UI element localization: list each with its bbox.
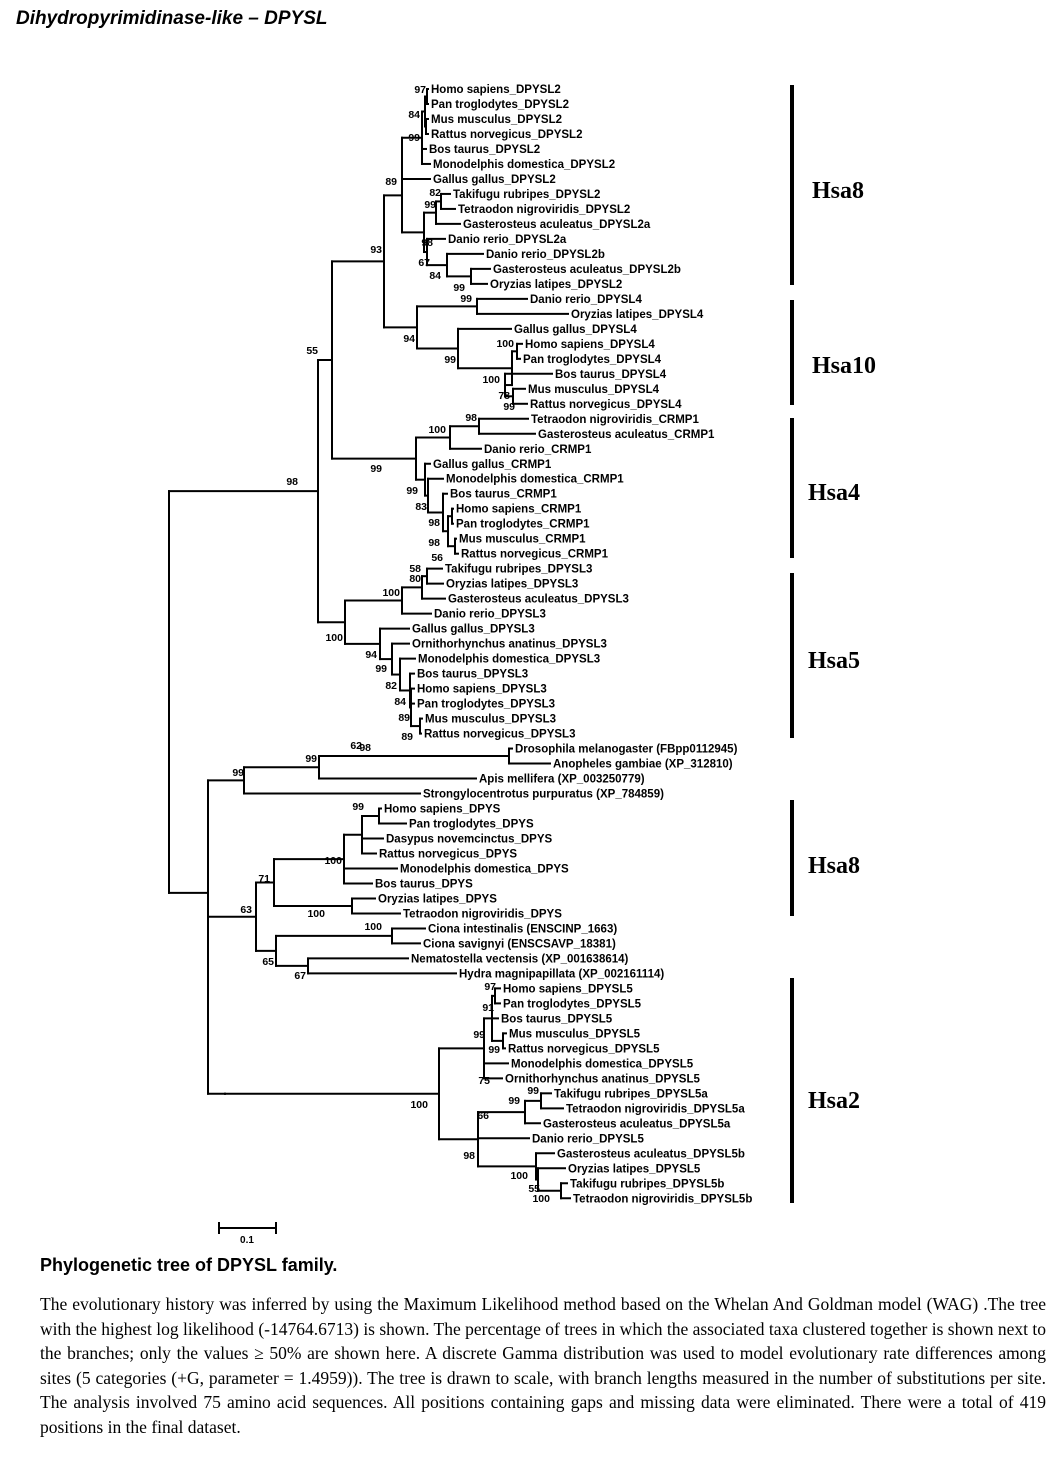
clade-label: Hsa2 <box>808 1088 861 1114</box>
taxon-label: Danio rerio_DPYSL5 <box>532 1133 644 1146</box>
taxon-label: Pan troglodytes_DPYSL4 <box>523 353 662 366</box>
clade-label: Hsa5 <box>808 648 861 674</box>
bootstrap-value: 100 <box>324 855 342 867</box>
bootstrap-value: 100 <box>428 424 446 436</box>
bootstrap-value: 71 <box>258 873 270 885</box>
taxon-label: Homo sapiens_DPYS <box>384 803 501 816</box>
taxon-label: Rattus norvegicus_DPYS <box>379 848 518 861</box>
taxon-label: Gasterosteus aculeatus_DPYSL3 <box>448 593 629 606</box>
taxon-label: Takifugu rubripes_DPYSL5b <box>570 1178 725 1191</box>
bootstrap-value: 99 <box>508 1095 520 1107</box>
taxon-label: Danio rerio_DPYSL4 <box>530 293 642 306</box>
bootstrap-value: 84 <box>429 270 441 282</box>
taxon-label: Drosophila melanogaster (FBpp0112945) <box>515 743 738 756</box>
taxon-label: Oryzias latipes_DPYS <box>378 893 497 906</box>
bootstrap-value: 98 <box>286 476 298 488</box>
taxon-label: Dasypus novemcinctus_DPYS <box>386 833 553 846</box>
taxon-label: Bos taurus_DPYSL3 <box>417 668 529 681</box>
bootstrap-value: 67 <box>294 970 306 982</box>
taxon-label: Danio rerio_DPYSL2a <box>448 233 567 246</box>
bootstrap-value: 100 <box>482 374 500 386</box>
taxon-label: Ciona intestinalis (ENSCINP_1663) <box>428 923 618 936</box>
bootstrap-value: 82 <box>385 680 397 692</box>
taxon-label: Danio rerio_DPYSL3 <box>434 608 546 621</box>
taxon-label: Homo sapiens_DPYSL2 <box>431 84 561 96</box>
bootstrap-value: 100 <box>410 1099 428 1111</box>
taxon-label: Danio rerio_CRMP1 <box>484 443 592 456</box>
taxon-label: Gallus gallus_DPYSL4 <box>514 323 637 336</box>
taxon-label: Bos taurus_CRMP1 <box>450 488 557 501</box>
taxon-label: Monodelphis domestica_CRMP1 <box>446 473 624 486</box>
taxon-label: Oryzias latipes_DPYSL4 <box>571 308 704 321</box>
bootstrap-value: 75 <box>478 1075 490 1087</box>
caption-title: Phylogenetic tree of DPYSL family. <box>40 1255 338 1275</box>
taxon-label: Mus musculus_DPYSL3 <box>425 713 557 726</box>
bootstrap-value: 93 <box>370 244 382 256</box>
bootstrap-value: 58 <box>409 563 421 575</box>
taxon-label: Gasterosteus aculeatus_CRMP1 <box>538 428 715 441</box>
bootstrap-value: 98 <box>428 517 440 529</box>
taxon-label: Gallus gallus_DPYSL3 <box>412 623 535 636</box>
taxon-label: Rattus norvegicus_DPYSL3 <box>424 728 576 741</box>
taxon-label: Pan troglodytes_DPYSL3 <box>417 698 556 711</box>
page-title: Dihydropyrimidinase-like – DPYSL <box>16 8 328 29</box>
taxon-label: Tetraodon nigroviridis_DPYSL5b <box>573 1193 753 1206</box>
bootstrap-value: 99 <box>527 1085 539 1097</box>
bootstrap-value: 99 <box>375 663 387 675</box>
bootstrap-value: 89 <box>385 176 397 188</box>
bootstrap-value: 100 <box>496 338 514 350</box>
taxon-label: Pan troglodytes_CRMP1 <box>456 518 590 531</box>
clade-label: Hsa10 <box>812 353 877 379</box>
taxon-label: Mus musculus_CRMP1 <box>459 533 586 546</box>
bootstrap-value: 56 <box>431 552 443 564</box>
bootstrap-value: 80 <box>409 573 421 585</box>
taxon-label: Rattus norvegicus_DPYSL5 <box>508 1043 660 1056</box>
bootstrap-value: 98 <box>421 237 433 249</box>
bootstrap-value: 100 <box>382 587 400 599</box>
bootstrap-value: 84 <box>394 696 406 708</box>
clade-label: Hsa4 <box>808 480 861 506</box>
bootstrap-value: 99 <box>488 1044 500 1056</box>
bootstrap-value: 94 <box>403 333 415 345</box>
bootstrap-value: 55 <box>528 1183 540 1195</box>
clade-label: Hsa8 <box>808 853 861 879</box>
taxon-label: Ornithorhynchus anatinus_DPYSL3 <box>412 638 607 651</box>
taxon-label: Pan troglodytes_DPYSL5 <box>503 998 642 1011</box>
bootstrap-value: 83 <box>415 501 427 513</box>
bootstrap-value: 97 <box>484 981 496 993</box>
bootstrap-value: 98 <box>463 1150 475 1162</box>
clade-label: Hsa8 <box>812 178 865 204</box>
taxon-label: Ciona savignyi (ENSCSAVP_18381) <box>423 938 616 951</box>
taxon-label: Rattus norvegicus_CRMP1 <box>461 548 608 561</box>
taxon-label: Oryzias latipes_DPYSL3 <box>446 578 579 591</box>
taxon-label: Gallus gallus_CRMP1 <box>433 458 552 471</box>
taxon-label: Bos taurus_DPYSL4 <box>555 368 667 381</box>
taxon-label: Tetraodon nigroviridis_CRMP1 <box>531 413 699 426</box>
taxon-label: Bos taurus_DPYSL5 <box>501 1013 613 1026</box>
bootstrap-value: 66 <box>477 1110 489 1122</box>
bootstrap-value: 91 <box>482 1002 494 1014</box>
taxon-label: Homo sapiens_DPYSL3 <box>417 683 547 696</box>
bootstrap-value: 62 <box>350 740 362 752</box>
bootstrap-value: 67 <box>418 257 430 269</box>
bootstrap-value: 100 <box>510 1170 528 1182</box>
bootstrap-value: 99 <box>305 753 317 765</box>
bootstrap-value: 100 <box>364 921 382 933</box>
bootstrap-value: 89 <box>401 731 413 743</box>
taxon-label: Danio rerio_DPYSL2b <box>486 248 605 261</box>
taxon-label: Anopheles gambiae (XP_312810) <box>553 758 733 771</box>
taxon-label: Pan troglodytes_DPYSL2 <box>431 98 570 111</box>
taxon-label: Tetraodon nigroviridis_DPYSL5a <box>566 1103 745 1116</box>
taxon-label: Bos taurus_DPYS <box>375 878 473 891</box>
bootstrap-value: 98 <box>359 742 371 754</box>
taxon-label: Bos taurus_DPYSL2 <box>429 143 541 156</box>
bootstrap-value: 97 <box>414 84 426 96</box>
caption-body: The evolutionary history was inferred by using the Maximum Likelihood method based on the Whelan And Goldman model (WAG) .The tree with the highest log likelihood (-14764.6713) is shown. The percentage of trees in which the associated taxa clustered together is shown next to the branches; only the values ≥ 50% are shown here. A discrete Gamma distribution was used to model evolutionary rate differences among sites (5 categories (+G, parameter = 1.4959)). The tree is drawn to scale, with branch lengths measured in the number of substitutions per site. The analysis involved 75 amino acid sequences. All positions containing gaps and missing data were eliminated. There were a total of 419 positions in the final dataset. <box>40 1294 1046 1437</box>
taxon-label: Gasterosteus aculeatus_DPYSL5b <box>557 1148 745 1161</box>
taxon-label: Monodelphis domestica_DPYSL3 <box>418 653 601 666</box>
taxon-label: Homo sapiens_CRMP1 <box>456 503 582 516</box>
bootstrap-value: 99 <box>370 463 382 475</box>
taxon-label: Tetraodon nigroviridis_DPYS <box>403 908 562 921</box>
bootstrap-value: 99 <box>424 199 436 211</box>
bootstrap-value: 99 <box>232 767 244 779</box>
bootstrap-value: 63 <box>240 904 252 916</box>
taxon-label: Pan troglodytes_DPYS <box>409 818 534 831</box>
taxon-label: Apis mellifera (XP_003250779) <box>479 773 645 786</box>
bootstrap-value: 55 <box>306 345 318 357</box>
taxon-label: Monodelphis domestica_DPYS <box>400 863 569 876</box>
bootstrap-value: 99 <box>352 801 364 813</box>
taxon-label: Homo sapiens_DPYSL5 <box>503 983 633 996</box>
taxon-label: Ornithorhynchus anatinus_DPYSL5 <box>505 1073 700 1086</box>
bootstrap-value: 98 <box>428 537 440 549</box>
bootstrap-value: 99 <box>444 354 456 366</box>
bootstrap-value: 99 <box>503 401 515 413</box>
taxon-label: Homo sapiens_DPYSL4 <box>525 338 655 351</box>
taxon-label: Mus musculus_DPYSL4 <box>528 383 660 396</box>
taxon-label: Monodelphis domestica_DPYSL5 <box>511 1058 694 1071</box>
bootstrap-value: 78 <box>498 390 510 402</box>
bootstrap-value: 99 <box>453 282 465 294</box>
taxon-label: Gasterosteus aculeatus_DPYSL2a <box>463 218 651 231</box>
scale-bar-label: 0.1 <box>240 1235 254 1246</box>
bootstrap-value: 99 <box>408 132 420 144</box>
taxon-label: Nematostella vectensis (XP_001638614) <box>411 953 629 966</box>
taxon-label: Tetraodon nigroviridis_DPYSL2 <box>458 203 631 216</box>
taxon-label: Gasterosteus aculeatus_DPYSL5a <box>543 1118 731 1131</box>
taxon-label: Hydra magnipapillata (XP_002161114) <box>459 968 665 981</box>
bootstrap-value: 98 <box>465 412 477 424</box>
bootstrap-value: 82 <box>429 187 441 199</box>
taxon-label: Rattus norvegicus_DPYSL4 <box>530 398 682 411</box>
bootstrap-value: 89 <box>398 712 410 724</box>
bootstrap-value: 100 <box>532 1193 550 1205</box>
bootstrap-value: 100 <box>325 632 343 644</box>
taxon-label: Mus musculus_DPYSL5 <box>509 1028 641 1041</box>
taxon-label: Rattus norvegicus_DPYSL2 <box>431 128 583 141</box>
taxon-label: Takifugu rubripes_DPYSL3 <box>445 563 593 576</box>
taxon-label: Takifugu rubripes_DPYSL2 <box>453 188 601 201</box>
taxon-label: Takifugu rubripes_DPYSL5a <box>554 1088 708 1101</box>
taxon-label: Strongylocentrotus purpuratus (XP_784859) <box>423 788 664 801</box>
bootstrap-value: 65 <box>262 956 274 968</box>
bootstrap-value: 99 <box>473 1029 485 1041</box>
taxon-label: Oryzias latipes_DPYSL2 <box>490 278 623 291</box>
taxon-label: Gallus gallus_DPYSL2 <box>433 173 556 186</box>
bootstrap-value: 84 <box>408 109 420 121</box>
bootstrap-value: 99 <box>460 293 472 305</box>
bootstrap-value: 100 <box>307 908 325 920</box>
taxon-label: Monodelphis domestica_DPYSL2 <box>433 158 616 171</box>
bootstrap-value: 94 <box>365 649 377 661</box>
taxon-label: Oryzias latipes_DPYSL5 <box>568 1163 701 1176</box>
bootstrap-value: 99 <box>406 485 418 497</box>
taxon-label: Gasterosteus aculeatus_DPYSL2b <box>493 263 681 276</box>
taxon-label: Mus musculus_DPYSL2 <box>431 113 563 126</box>
